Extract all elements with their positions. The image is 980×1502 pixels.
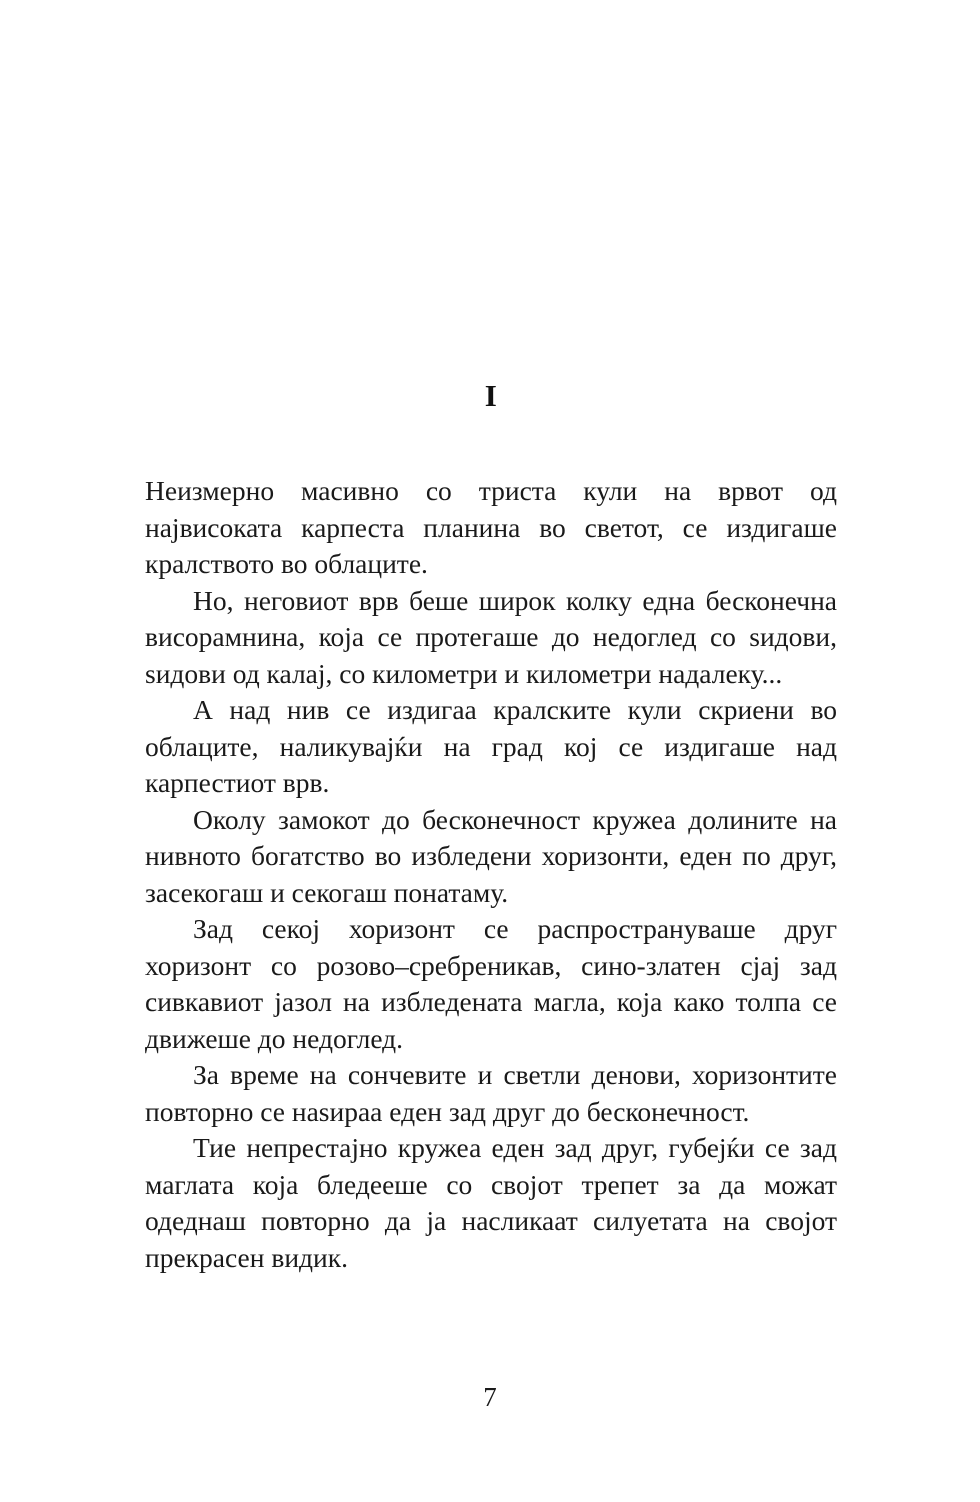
chapter-heading: I (484, 378, 498, 413)
body-paragraph: Околу замокот до бесконечност кружеа долините на нивното богатство во избледени хоризонти, еден по друг, засекогаш и секогаш понатаму. (145, 803, 837, 908)
body-paragraph: А над нив се издигаа кралските кули скриени во облаците, наликувајќи на град кој се издигаше над карпестиот врв. (145, 694, 837, 798)
page-number: 7 (483, 1382, 497, 1412)
body-paragraph: Зад секој хоризонт се распространуваше друг хоризонт со розово–сребреникав, сино-златен сјај зад сивкавиот јазол на избледената магла, која како толпа се движеше до недоглед. (145, 913, 837, 1054)
page-text-block (145, 380, 837, 1276)
body-paragraph: Неизмерно масивно со триста кули на врвот од највисоката карпеста планина во светот, се издигаше кралството во облаците. (145, 475, 837, 579)
body-paragraph: Но, неговиот врв беше широк колку една бесконечна висорамнина, која се протегаше до недоглед со ѕидови, ѕидови од калај, со километри и километри надалеку... (145, 584, 837, 689)
body-paragraph: Тие непрестајно кружеа еден зад друг, губејќи се зад маглата која бледееше со својот трепет за да можат одеднаш повторно да ја насликаат силуетата на својот прекрасен видик. (145, 1132, 837, 1273)
body-paragraph: За време на сончевите и светли денови, хоризонтите повторно се наѕираа еден зад друг до бесконечност. (145, 1059, 837, 1127)
